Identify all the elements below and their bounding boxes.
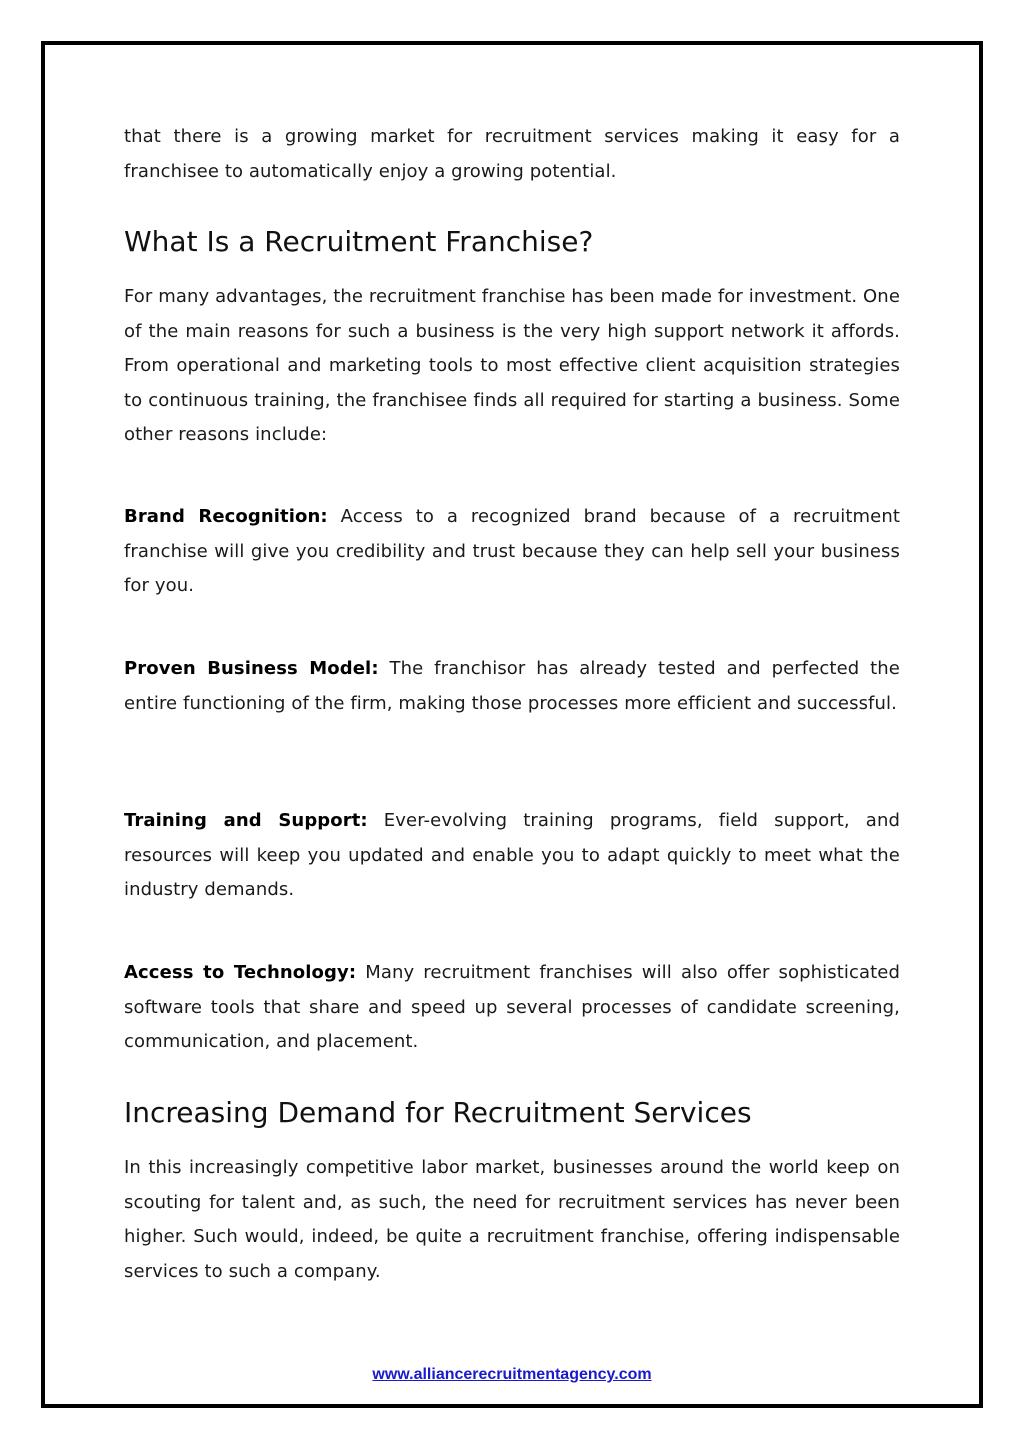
section2-paragraph: In this increasingly competitive labor market, businesses around the world keep on scouting for talent and, as such, the need for recruitment services has never been higher. Such would, indeed, be quite a recruitment franchise, offering indispensable services to such a company.: [124, 1157, 900, 1282]
point-text: Ever-evolving training programs, field support, and resources will keep you updated and enable you to adapt quickly to meet what the industry demands.: [124, 810, 900, 900]
point-title: Training and Support:: [124, 810, 368, 831]
intro-paragraph: that there is a growing market for recruitment services making it easy for a franchisee to automatically enjoy a growing potential.: [124, 126, 900, 182]
website-link[interactable]: www.alliancerecruitmentagency.com: [372, 1366, 652, 1383]
point-brand-recognition: [124, 500, 900, 604]
point-title: Proven Business Model:: [124, 658, 379, 679]
point-title: Access to Technology:: [124, 962, 357, 983]
point-text: Many recruitment franchises will also offer sophisticated software tools that share and speed up several processes of candidate screening, communication, and placement.: [124, 962, 901, 1052]
point-proven-business-model: [124, 652, 900, 721]
point-access-technology: [124, 956, 900, 1060]
point-title: Brand Recognition:: [124, 506, 328, 527]
footer: [0, 1366, 1024, 1384]
point-training-support: [124, 804, 900, 908]
section-heading-increasing-demand: Increasing Demand for Recruitment Services: [124, 1096, 752, 1129]
point-text: The franchisor has already tested and perfected the entire functioning of the firm, making those processes more efficient and successful.: [124, 658, 900, 714]
section1-paragraph: For many advantages, the recruitment franchise has been made for investment. One of the main reasons for such a business is the very high support network it affords. From operational and marketing tools to most effective client acquisition strategies to continuous training, the franchisee finds all required for starting a business. Some other reasons include:: [124, 286, 900, 445]
section-heading-what-is: What Is a Recruitment Franchise?: [124, 225, 594, 258]
point-text: Access to a recognized brand because of a recruitment franchise will give you credibility and trust because they can help sell your business for you.: [124, 506, 900, 596]
